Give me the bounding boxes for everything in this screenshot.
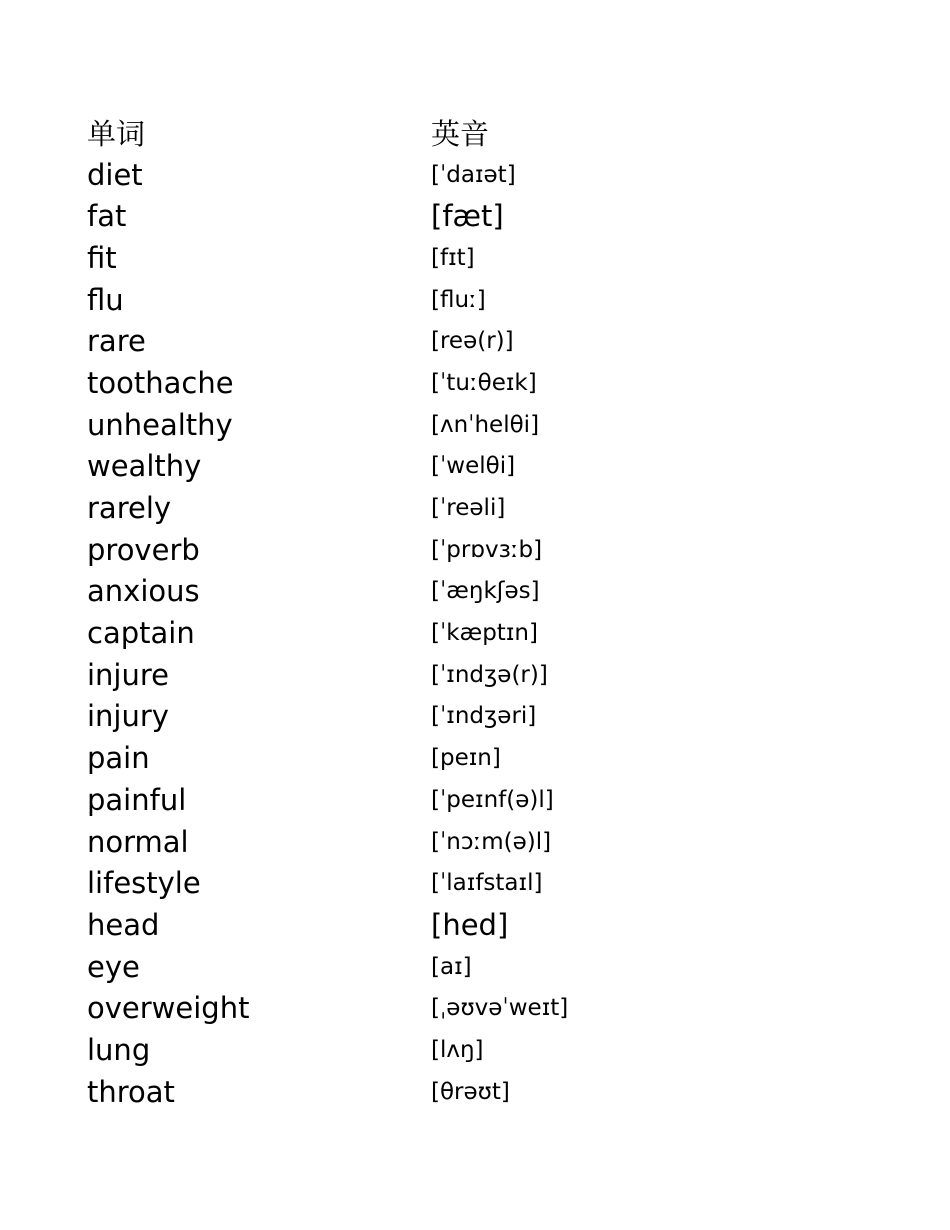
table-row [87,487,847,529]
word-cell: rarely [87,491,172,526]
phonetic-cell: [ˈɪndʒə(r)] [431,661,548,688]
word-cell: throat [87,1074,175,1109]
phonetic-cell: [ˈlaɪfstaɪl] [431,870,543,897]
word-cell: lung [87,1032,151,1067]
word-cell: head [87,907,160,942]
word-cell: diet [87,157,143,192]
table-row [87,320,847,362]
word-cell: wealthy [87,449,202,484]
table-row [87,529,847,571]
phonetic-column-header: 英音 [431,117,490,152]
word-cell: overweight [87,991,250,1026]
table-row [87,446,847,488]
table-body [87,154,847,1113]
table-row [87,237,847,279]
phonetic-cell: [hed] [431,907,509,942]
table-row [87,362,847,404]
word-cell: pain [87,741,150,776]
word-cell: captain [87,616,195,651]
table-row [87,154,847,196]
word-cell: proverb [87,532,200,567]
phonetic-cell: [ˌəʊvəˈweɪt] [431,995,569,1022]
phonetic-cell: [fɪt] [431,244,475,271]
phonetic-cell: [fæt] [431,199,504,234]
table-row [87,279,847,321]
phonetic-cell: [ˈɪndʒəri] [431,703,537,730]
word-column-header: 单词 [87,117,146,152]
vocabulary-table [87,112,847,1113]
word-cell: injure [87,657,170,692]
phonetic-cell: [ˈnɔːm(ə)l] [431,828,552,855]
table-row [87,737,847,779]
phonetic-cell: [ˈkæptɪn] [431,620,538,647]
table-row [87,779,847,821]
table-row [87,612,847,654]
word-cell: anxious [87,574,200,609]
phonetic-cell: [ˈdaɪət] [431,161,516,188]
table-row [87,654,847,696]
table-row [87,821,847,863]
word-cell: toothache [87,365,234,400]
table-header [87,112,847,154]
table-row [87,862,847,904]
word-cell: fit [87,240,117,275]
word-cell: flu [87,282,124,317]
word-cell: lifestyle [87,866,201,901]
word-cell: normal [87,824,189,859]
table-row [87,696,847,738]
word-cell: eye [87,949,140,984]
phonetic-cell: [ˈæŋkʃəs] [431,578,540,605]
phonetic-cell: [lʌŋ] [431,1036,484,1063]
phonetic-cell: [ˈpeɪnf(ə)l] [431,786,554,813]
table-row [87,404,847,446]
table-row [87,1071,847,1113]
word-cell: unhealthy [87,407,233,442]
phonetic-cell: [fluː] [431,286,486,313]
table-row [87,946,847,988]
table-row [87,571,847,613]
word-cell: rare [87,324,146,359]
phonetic-cell: [ˈreəli] [431,495,506,522]
phonetic-cell: [ˈprɒvɜːb] [431,536,543,563]
table-row [87,1029,847,1071]
table-row [87,987,847,1029]
phonetic-cell: [ˈtuːθeɪk] [431,369,537,396]
word-cell: painful [87,782,187,817]
phonetic-cell: [aɪ] [431,953,472,980]
phonetic-cell: [ˈwelθi] [431,453,516,480]
table-row [87,904,847,946]
phonetic-cell: [ʌnˈhelθi] [431,411,540,438]
word-cell: fat [87,199,127,234]
table-row [87,195,847,237]
phonetic-cell: [θrəʊt] [431,1078,510,1105]
phonetic-cell: [peɪn] [431,745,501,772]
phonetic-cell: [reə(r)] [431,328,514,355]
word-cell: injury [87,699,169,734]
